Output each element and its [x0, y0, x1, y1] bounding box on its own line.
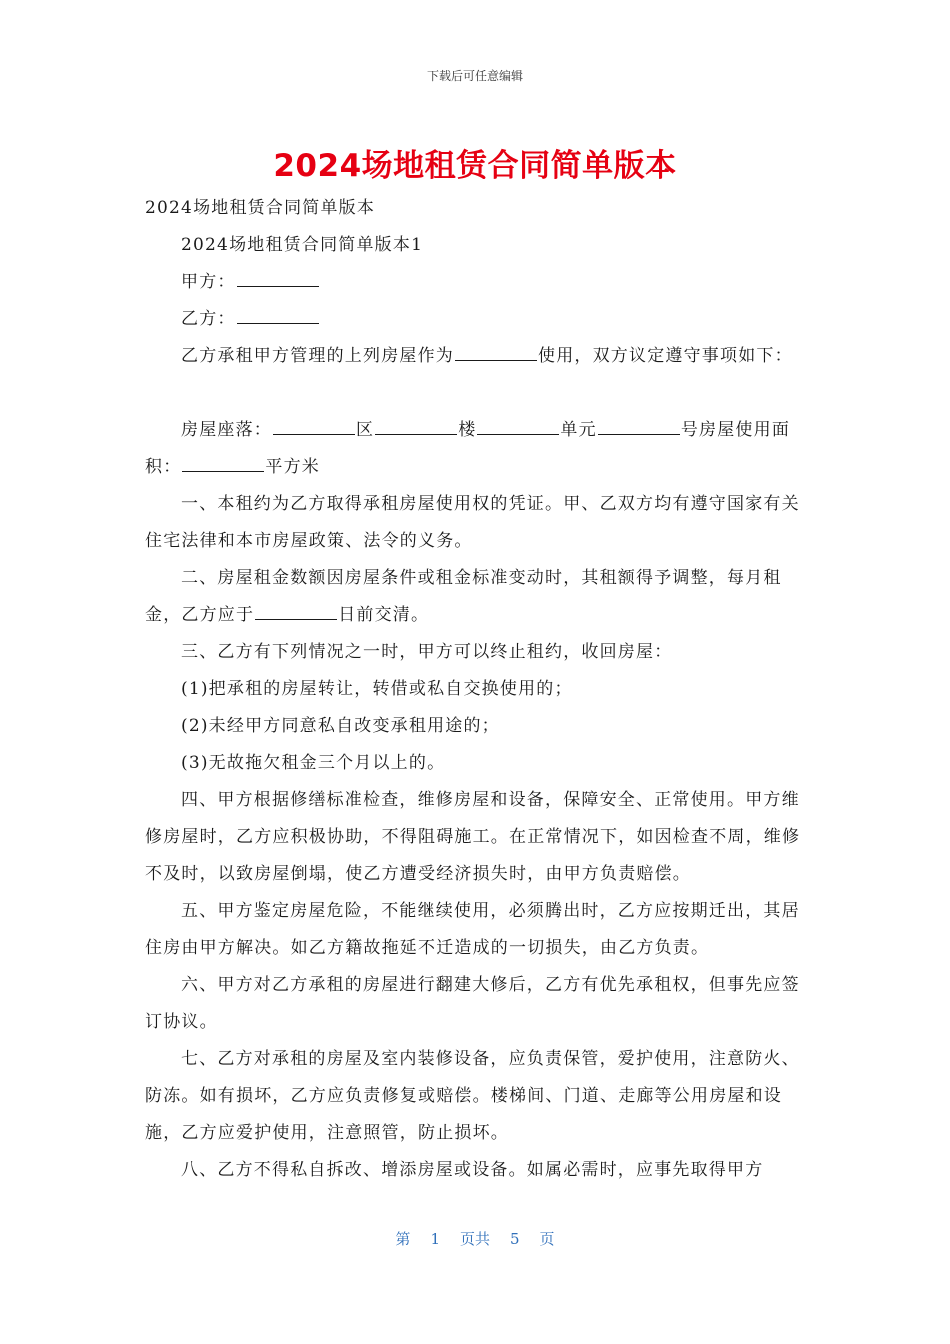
document-body [145, 190, 801, 1189]
number-use-label: 号房屋使用 [680, 420, 772, 440]
area-blank[interactable] [182, 454, 264, 472]
party-a-label: 甲方： [181, 272, 236, 292]
clause-3-item-1: (1)把承租的房屋转让，转借或私自交换使用的； [181, 679, 573, 699]
party-a-line [145, 264, 801, 301]
subtitle: 2024场地租赁合同简单版本1 [181, 235, 424, 255]
usage-line [145, 338, 801, 375]
clause-1: 一、本租约为乙方取得承租房屋使用权的凭证。甲、乙双方均有遵守国家有关住宅法律和本市房屋政策、法令的义务。 [145, 494, 800, 551]
clause-2 [145, 560, 801, 634]
party-b-line [145, 301, 801, 338]
district-label: 区 [356, 420, 375, 440]
area-label: 面积： [145, 420, 791, 477]
party-b-blank[interactable] [237, 306, 319, 324]
clause-5: 五、甲方鉴定房屋危险，不能继续使用，必须腾出时，乙方应按期迁出，其居住房由甲方解决。如乙方籍故拖延不迁造成的一切损失，由乙方负责。 [145, 901, 800, 958]
footer-page-number: 1 [430, 1230, 440, 1248]
building-label: 楼 [458, 420, 477, 440]
usage-text-after: 使用，双方议定遵守事项如下： [538, 346, 793, 366]
clause-6: 六、甲方对乙方承租的房屋进行翻建大修后，乙方有优先承租权，但事先应签订协议。 [145, 975, 800, 1032]
payment-date-blank[interactable] [255, 602, 337, 620]
footer-total-label: 页共 [459, 1230, 490, 1248]
location-label: 房屋座落： [181, 420, 272, 440]
page-footer [0, 1228, 950, 1249]
usage-text-before: 乙方承租甲方管理的上列房屋作为 [181, 346, 454, 366]
unit-label: 单元 [560, 420, 597, 440]
party-a-blank[interactable] [237, 269, 319, 287]
building-blank[interactable] [375, 417, 457, 435]
district-blank[interactable] [273, 417, 355, 435]
location-paragraph [145, 412, 801, 486]
unit-blank[interactable] [477, 417, 559, 435]
clause-3-item-3: (3)无故拖欠租金三个月以上的。 [181, 753, 446, 773]
usage-blank[interactable] [455, 343, 537, 361]
clause-4: 四、甲方根据修缮标准检查，维修房屋和设备，保障安全、正常使用。甲方维修房屋时，乙方应积极协助，不得阻碍施工。在正常情况下，如因检查不周，维修不及时，以致房屋倒塌，使乙方遭受经济损失时，由甲方负责赔偿。 [145, 790, 801, 884]
clause-2-text-before: 二、房屋租金数额因房屋条件或租金标准变动时，其租额得予调整，每月租金，乙方应于 [145, 568, 782, 625]
clause-7: 七、乙方对承租的房屋及室内装修设备，应负责保管，爱护使用，注意防火、防冻。如有损坏，乙方应负责修复或赔偿。楼梯间、门道、走廊等公用房屋和设施，乙方应爱护使用，注意照管，防止损坏。 [145, 1049, 800, 1143]
clause-8: 八、乙方不得私自拆改、增添房屋或设备。如属必需时，应事先取得甲方 [181, 1160, 764, 1180]
party-b-label: 乙方： [181, 309, 236, 329]
area-unit: 平方米 [265, 457, 321, 477]
intro-line: 2024场地租赁合同简单版本 [145, 198, 376, 218]
footer-page-suffix: 页 [539, 1230, 555, 1248]
document-title: 2024场地租赁合同简单版本 [273, 148, 677, 184]
header-note: 下载后可任意编辑 [426, 69, 523, 83]
clause-2-text-after: 日前交清。 [338, 605, 430, 625]
footer-page-label: 第 [395, 1230, 411, 1248]
footer-total-pages: 5 [510, 1230, 520, 1248]
number-blank[interactable] [598, 417, 680, 435]
clause-3: 三、乙方有下列情况之一时，甲方可以终止租约，收回房屋： [181, 642, 673, 662]
clause-3-item-2: (2)未经甲方同意私自改变承租用途的； [181, 716, 500, 736]
